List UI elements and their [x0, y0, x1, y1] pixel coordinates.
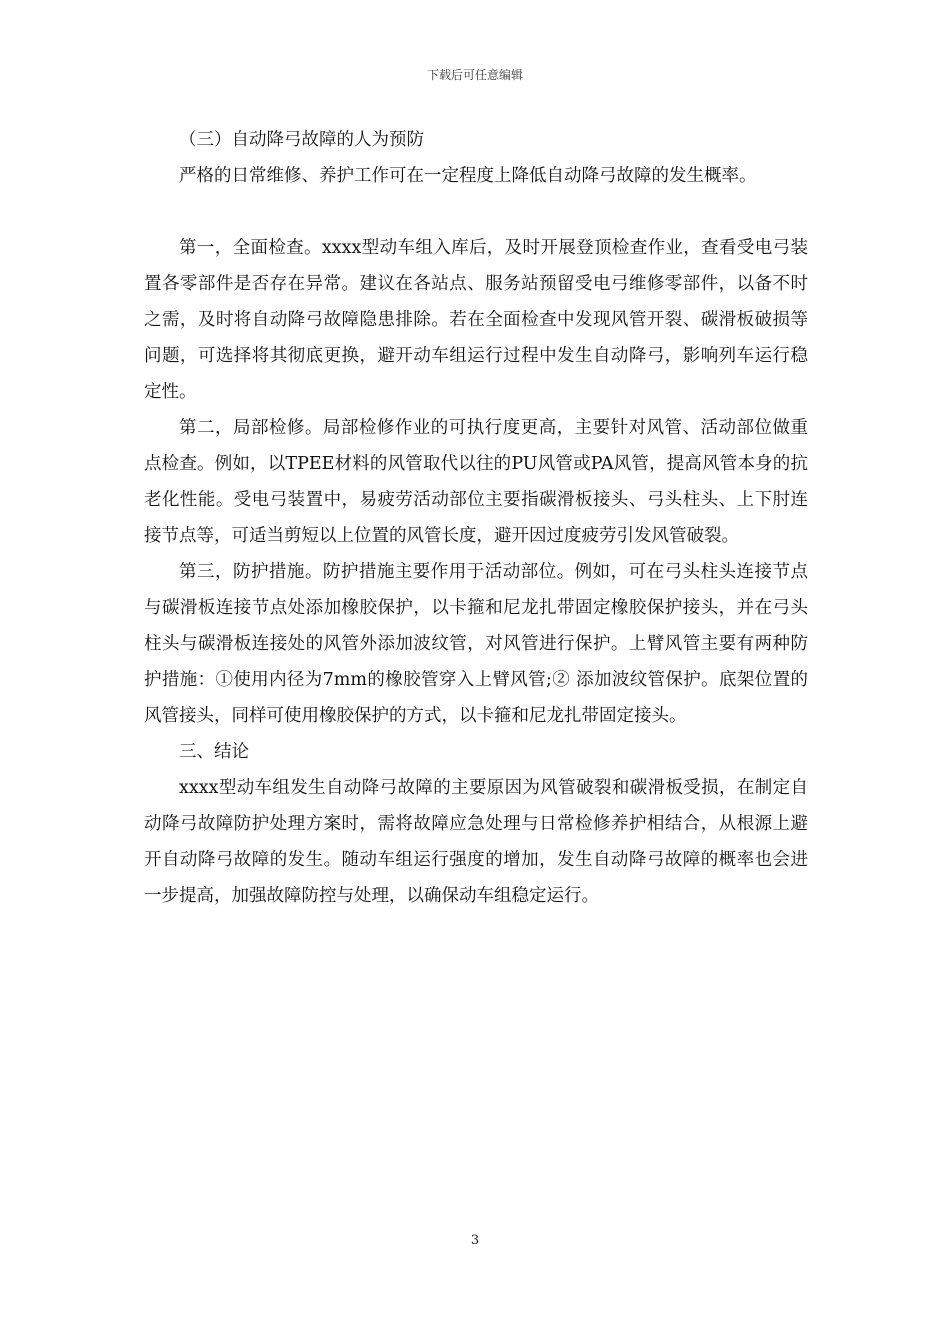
- page-number: 3: [470, 1233, 480, 1248]
- document-body: [144, 122, 808, 914]
- paragraph-conclusion: xxxx型动车组发生自动降弓故障的主要原因为风管破裂和碳滑板受损，在制定自动降弓故障防护处理方案时，需将故障应急处理与日常检修养护相结合，从根源上避开自动降弓故障的发生。随动车组运行强度的增加，发生自动降弓故障的概率也会进一步提高，加强故障防控与处理，以确保动车组稳定运行。: [144, 778, 808, 906]
- section-heading-prevention: （三）自动降弓故障的人为预防: [179, 130, 424, 150]
- paragraph-protection-measures: 第三，防护措施。防护措施主要作用于活动部位。例如，可在弓头柱头连接节点与碳滑板连接节点处添加橡胶保护，以卡箍和尼龙扎带固定橡胶保护接头，并在弓头柱头与碳滑板连接处的风管外添加波纹管，对风管进行保护。上臂风管主要有两种防护措施：①使用内径为7mm的橡胶管穿入上臂风管;② 添加波纹管保护。底架位置的风管接头，同样可使用橡胶保护的方式，以卡箍和尼龙扎带固定接头。: [144, 562, 808, 726]
- paragraph-partial-repair: 第二，局部检修。局部检修作业的可执行度更高，主要针对风管、活动部位做重点检查。例如，以TPEE材料的风管取代以往的PU风管或PA风管，提高风管本身的抗老化性能。受电弓装置中，易疲劳活动部位主要指碳滑板接头、弓头柱头、上下肘连接节点等，可适当剪短以上位置的风管长度，避开因过度疲劳引发风管破裂。: [144, 418, 808, 546]
- page-header-note: 下载后可任意编辑: [426, 68, 523, 82]
- intro-paragraph: 严格的日常维修、养护工作可在一定程度上降低自动降弓故障的发生概率。: [179, 166, 757, 186]
- section-heading-conclusion: 三、结论: [179, 742, 249, 762]
- paragraph-full-inspection: 第一，全面检查。xxxx型动车组入库后，及时开展登顶检查作业，查看受电弓装置各零部件是否存在异常。建议在各站点、服务站预留受电弓维修零部件，以备不时之需，及时将自动降弓故障隐患排除。若在全面检查中发现风管开裂、碳滑板破损等问题，可选择将其彻底更换，避开动车组运行过程中发生自动降弓，影响列车运行稳定性。: [144, 238, 808, 402]
